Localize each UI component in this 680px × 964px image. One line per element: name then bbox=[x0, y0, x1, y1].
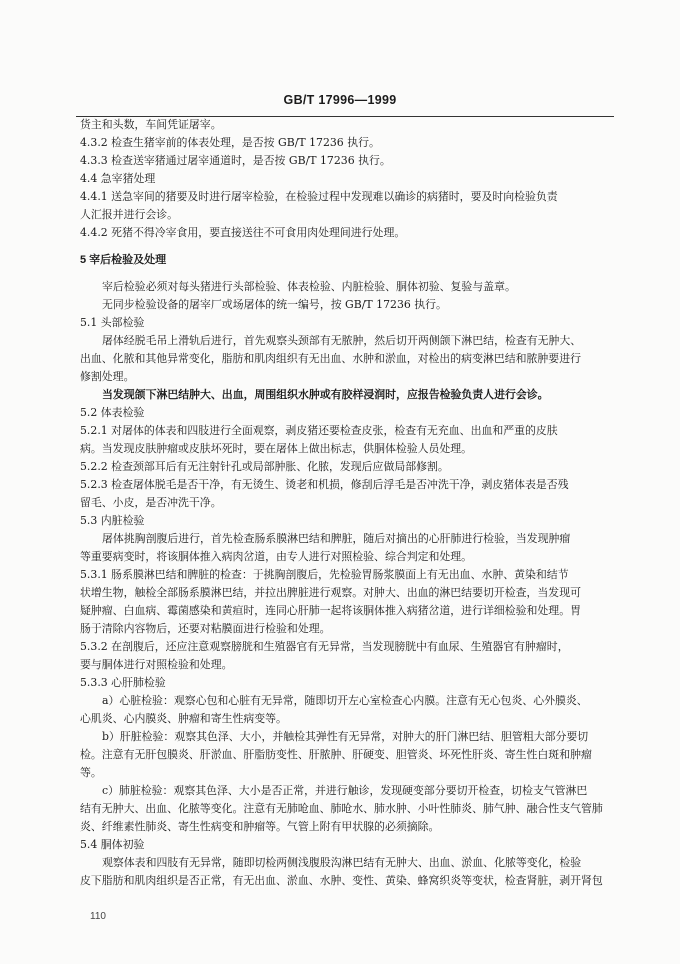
text-line: 屠体经脱毛吊上滑轨后进行，首先观察头颈部有无脓肿，然后切开两侧颌下淋巴结，检查有无肿大、 bbox=[102, 334, 582, 347]
page-header: GB/T 17996—1999 bbox=[283, 93, 397, 107]
text-line: a）心脏检验：观察心包和心脏有无异常，随即切开左心室检查心内膜。注意有无心包炎、心外膜炎、 bbox=[102, 694, 588, 707]
text-line: 观察体表和四肢有无异常，随即切检两侧浅腹股沟淋巴结有无肿大、出血、淤血、化脓等变化，检验 bbox=[102, 856, 582, 869]
text-line: 5.3.3 心肝肺检验 bbox=[80, 676, 166, 689]
text-line: 等。 bbox=[80, 766, 102, 779]
text-line: 要与胴体进行对照检验和处理。 bbox=[80, 658, 233, 671]
text-line: 5.2 体表检验 bbox=[80, 406, 145, 419]
text-line: 留毛、小皮，是否冲洗干净。 bbox=[80, 496, 222, 509]
text-line: 货主和头数，车间凭证屠宰。 bbox=[80, 118, 222, 131]
text-line: 5.3.1 肠系膜淋巴结和脾脏的检查：于挑胸剖腹后，先检验胃肠浆膜面上有无出血、水肿、黄染和结节 bbox=[80, 568, 569, 581]
text-line: 皮下脂肪和肌肉组织是否正常，有无出血、淤血、水肿、变性、黄染、蜂窝织炎等变状，检查肾脏，剥开肾包 bbox=[80, 874, 603, 887]
text-line: 无同步检验设备的屠宰厂或场屠体的统一编号，按 GB/T 17236 执行。 bbox=[102, 298, 447, 311]
text-line: 心肌炎、心内膜炎、肿瘤和寄生性病变等。 bbox=[80, 712, 287, 725]
text-line: 5.2.1 对屠体的体表和四肢进行全面观察，剥皮猪还要检查皮张，检查有无充血、出血和严重的皮肤 bbox=[80, 424, 558, 437]
text-line: 出血、化脓和其他异常变化，脂肪和肌肉组织有无出血、水肿和淤血，对检出的病变淋巴结和脓肿要进行 bbox=[80, 352, 581, 365]
text-line: 5.2.3 检查屠体脱毛是否干净，有无烫生、烫老和机损，修刮后浮毛是否冲洗干净，剥皮猪体表是否残 bbox=[80, 478, 569, 491]
text-line: 修割处理。 bbox=[80, 370, 135, 383]
text-line: 病。当发现皮肤肿瘤或皮肤坏死时，要在屠体上做出标志，供胴体检验人员处理。 bbox=[80, 442, 473, 455]
text-line: 宰后检验必须对每头猪进行头部检验、体表检验、内脏检验、胴体初验、复验与盖章。 bbox=[102, 280, 516, 293]
text-line: b）肝脏检验：观察其色泽、大小，并触检其弹性有无异常，对肿大的肝门淋巴结、胆管粗大部分要切 bbox=[102, 730, 589, 743]
text-line: 4.3.2 检查生猪宰前的体表处理，是否按 GB/T 17236 执行。 bbox=[80, 136, 380, 149]
page-number: 110 bbox=[90, 911, 106, 922]
header-rule bbox=[76, 116, 614, 117]
text-line: 5.3 内脏检验 bbox=[80, 514, 145, 527]
text-line: 疑肿瘤、白血病、霉菌感染和黄疸时，连同心肝肺一起将该胴体推入病猪岔道，进行详细检验和处理。胃 bbox=[80, 604, 581, 617]
text-line: 检。注意有无肝包膜炎、肝淤血、肝脂肪变性、肝脓肿、肝硬变、胆管炎、坏死性肝炎、寄生性白斑和肿瘤 bbox=[80, 748, 592, 761]
text-line: 炎、纤维素性肺炎、寄生性病变和肿瘤等。气管上附有甲状腺的必须摘除。 bbox=[80, 820, 440, 833]
text-line: 4.3.3 检查送宰猪通过屠宰通道时，是否按 GB/T 17236 执行。 bbox=[80, 154, 391, 167]
text-line: 结有无肿大、出血、化脓等变化。注意有无肺呛血、肺呛水、肺水肿、小叶性肺炎、肺气肿、融合性支气管肺 bbox=[80, 802, 603, 815]
text-line: 状增生物，触检全部肠系膜淋巴结，并拉出脾脏进行观察。对肿大、出血的淋巴结要切开检查，当发现可 bbox=[80, 586, 581, 599]
text-line: 5.2.2 检查颈部耳后有无注射针孔或局部肿胀、化脓，发现后应做局部修割。 bbox=[80, 460, 449, 473]
text-line: 4.4.2 死猪不得冷宰食用，要直接送往不可食用肉处理间进行处理。 bbox=[80, 226, 406, 239]
text-line: c）肺脏检验：观察其色泽、大小是否正常，并进行触诊，发现硬变部分要切开检查，切检支气管淋巴 bbox=[102, 784, 588, 797]
text-line: 当发现颌下淋巴结肿大、出血，周围组织水肿或有胶样浸润时，应报告检验负责人进行会诊。 bbox=[102, 388, 549, 401]
text-line: 5.3.2 在剖腹后，还应注意观察膀胱和生殖器官有无异常，当发现膀胱中有血尿、生殖器官有肿瘤时， bbox=[80, 640, 569, 653]
text-line: 屠体挑胸剖腹后进行，首先检查肠系膜淋巴结和脾脏，随后对摘出的心肝肺进行检验，当发现肿瘤 bbox=[102, 532, 571, 545]
text-line: 肠于清除内容物后，还要对粘膜面进行检验和处理。 bbox=[80, 622, 331, 635]
text-line: 4.4 急宰猪处理 bbox=[80, 172, 156, 185]
text-line: 5 宰后检验及处理 bbox=[80, 254, 167, 266]
text-line: 人汇报并进行会诊。 bbox=[80, 208, 179, 221]
text-line: 等重要病变时，将该胴体推入病肉岔道，由专人进行对照检验、综合判定和处理。 bbox=[80, 550, 473, 563]
text-line: 5.1 头部检验 bbox=[80, 316, 145, 329]
text-line: 5.4 胴体初验 bbox=[80, 838, 145, 851]
text-line: 4.4.1 送急宰间的猪要及时进行屠宰检验，在检验过程中发现难以确诊的病猪时，要及时向检验负责 bbox=[80, 190, 558, 203]
